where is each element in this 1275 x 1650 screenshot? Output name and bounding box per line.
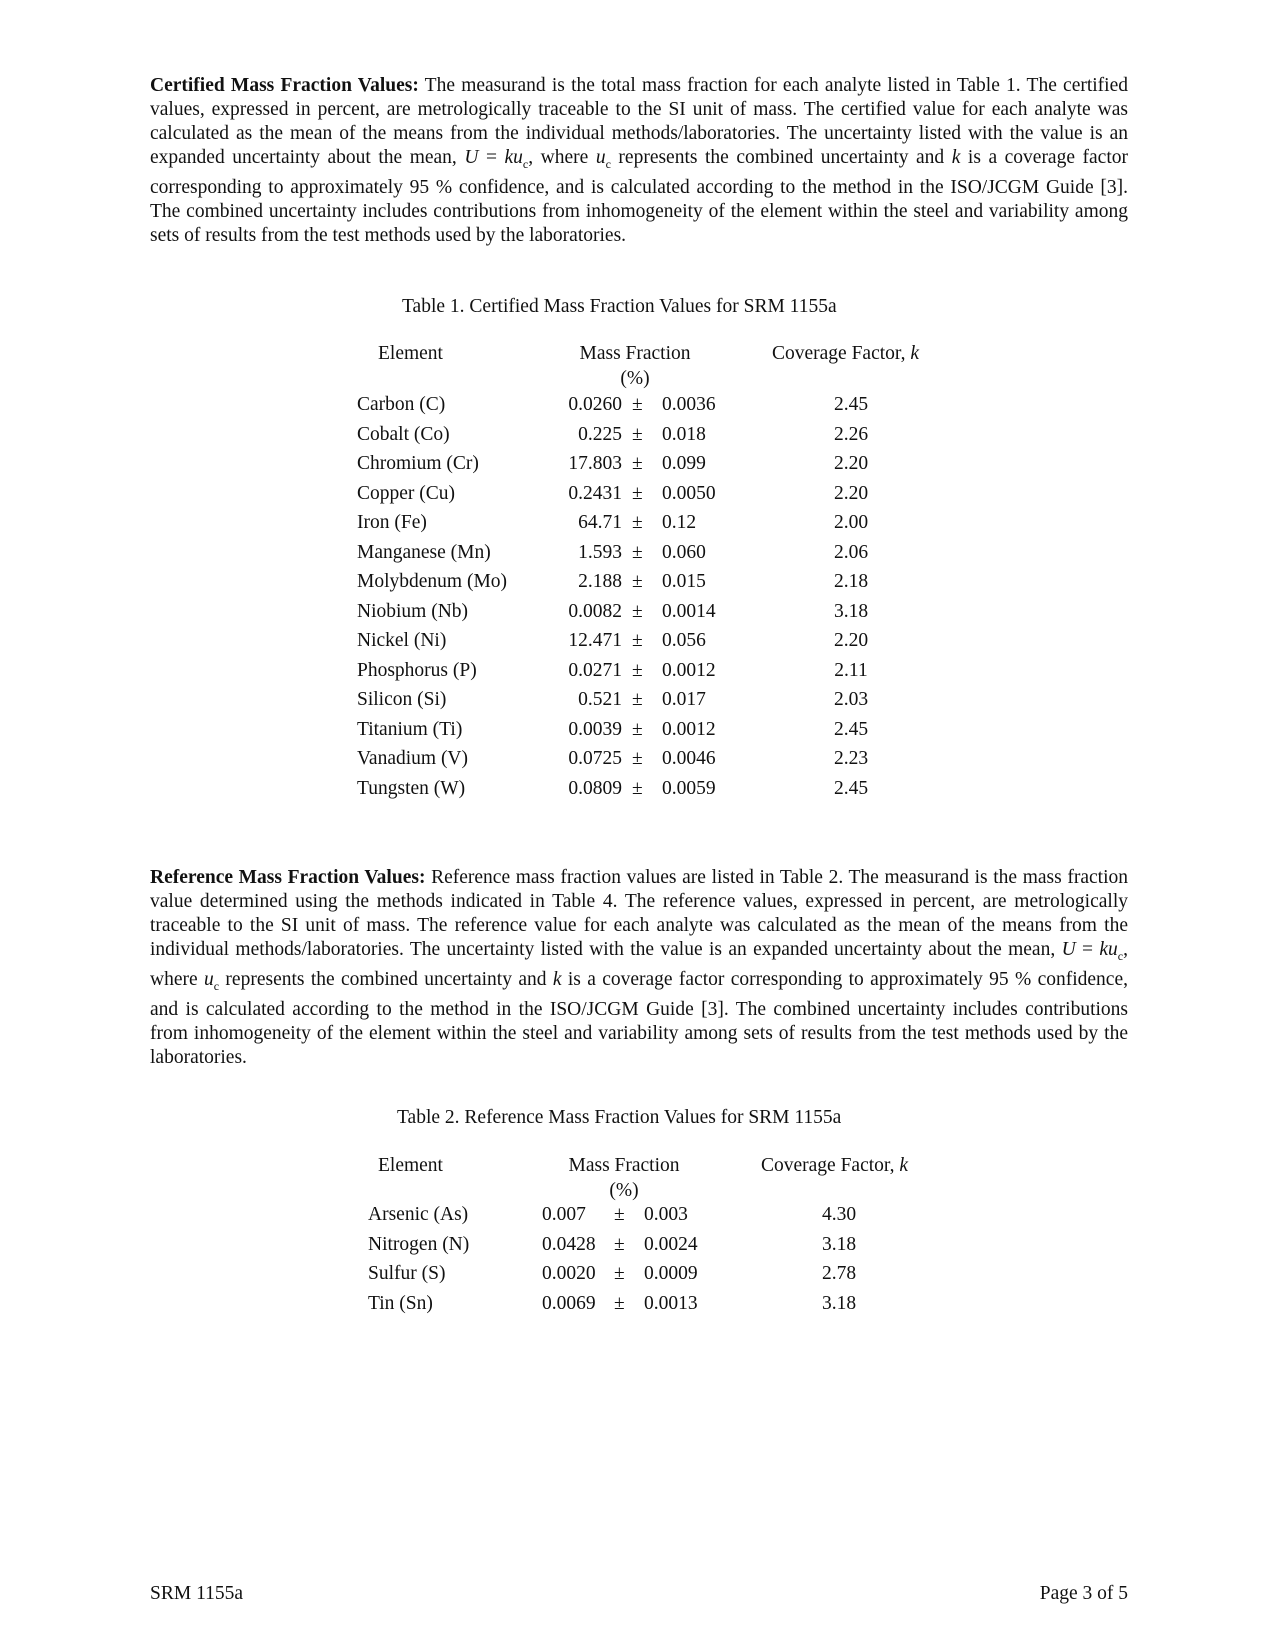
- table-row: [0, 715, 1275, 745]
- element-cell: Iron (Fe): [357, 512, 427, 533]
- uncertainty-cell: 0.018: [662, 423, 706, 445]
- value-cell: 0.0082: [568, 600, 622, 622]
- reference-values-paragraph: Reference Mass Fraction Values: Reference mass fraction values are listed in Table 2. The measurand is the mass fraction value determined using the methods indicated in Table 4. The reference values, expressed in percent, are metrologically traceable to the SI unit of mass. The reference value for each analyte was calculated as the mean of the means from the individual methods/laboratories. The uncertainty listed with the value is an expanded uncertainty about the mean, $U = ku_c$, where $u_c$ represents the combined uncertainty and k is a coverage factor corresponding to approximately 95 % confidence, and is calculated according to the method in the ISO/JCGM Guide [3]. The combined uncertainty includes contributions from inhomogeneity of the element within the steel and variability among sets of results from the test methods used by the laboratories.: [150, 867, 1128, 1068]
- table-row: [0, 1230, 1275, 1260]
- value-cell: 12.471: [568, 630, 622, 651]
- plus-minus-cell: ±: [632, 571, 643, 592]
- table2-header-mass-fraction: Mass Fraction (%): [568, 1155, 680, 1201]
- table-row: [0, 626, 1275, 656]
- certified-values-paragraph: Certified Mass Fraction Values: The measurand is the total mass fraction for each analyte listed in Table 1. The certified values, expressed in percent, are metrologically traceable to the SI unit of mass. The certified value for each analyte was calculated as the mean of the means from the individual methods/laboratories. The uncertainty listed with the value is an expanded uncertainty about the mean, $U = ku_c$, where $u_c$ represents the combined uncertainty and k is a coverage factor corresponding to approximately 95 % confidence, and is calculated according to the method in the ISO/JCGM Guide [3]. The combined uncertainty includes contributions from inhomogeneity of the element within the steel and variability among sets of results from the test methods used by the laboratories.: [150, 75, 1129, 246]
- value-cell: 2.188: [578, 571, 622, 592]
- value-cell: 0.0428: [542, 1233, 596, 1255]
- table-row: [0, 479, 1275, 509]
- plus-minus-cell: ±: [632, 453, 643, 474]
- uncertainty-cell: 0.015: [662, 571, 706, 592]
- element-cell: Copper (Cu): [357, 482, 456, 504]
- element-cell: Silicon (Si): [357, 689, 447, 710]
- plus-minus-cell: ±: [632, 512, 643, 533]
- plus-minus-cell: ±: [632, 541, 643, 563]
- coverage-factor-cell: 2.11: [834, 659, 868, 681]
- uncertainty-cell: 0.003: [644, 1204, 688, 1225]
- element-cell: Vanadium (V): [357, 748, 469, 769]
- reference-values-heading: Reference Mass Fraction Values:: [150, 867, 426, 888]
- element-cell: Tungsten (W): [357, 777, 466, 799]
- coverage-factor-cell: 2.06: [833, 541, 869, 563]
- element-cell: Cobalt (Co): [357, 423, 450, 445]
- plus-minus-cell: ±: [632, 394, 643, 415]
- uncertainty-cell: 0.0050: [662, 482, 716, 504]
- footer-document-id: SRM 1155a: [150, 1583, 243, 1604]
- coverage-factor-cell: 2.20: [833, 630, 869, 651]
- table2-header-coverage-factor: Coverage Factor, k: [761, 1155, 909, 1176]
- table-row: [0, 656, 1275, 686]
- uncertainty-cell: 0.0013: [644, 1292, 698, 1314]
- coverage-factor-cell: 3.18: [833, 600, 869, 622]
- table-row: [0, 538, 1275, 568]
- value-cell: 1.593: [578, 541, 622, 563]
- element-cell: Molybdenum (Mo): [357, 571, 508, 592]
- plus-minus-cell: ±: [632, 482, 643, 504]
- element-cell: Nitrogen (N): [368, 1233, 470, 1255]
- element-cell: Niobium (Nb): [357, 600, 469, 622]
- value-cell: 0.0260: [568, 394, 622, 415]
- element-cell: Nickel (Ni): [357, 630, 447, 651]
- coverage-factor-cell: 3.18: [821, 1233, 857, 1255]
- plus-minus-cell: ±: [632, 689, 643, 710]
- coverage-factor-cell: 2.45: [833, 394, 869, 415]
- plus-minus-cell: ±: [632, 423, 643, 445]
- value-cell: 0.521: [578, 689, 622, 710]
- coverage-factor-cell: 2.03: [833, 689, 869, 710]
- plus-minus-cell: ±: [614, 1263, 625, 1284]
- coverage-factor-cell: 2.45: [833, 718, 869, 740]
- table-row: [0, 774, 1275, 804]
- element-cell: Chromium (Cr): [357, 453, 479, 474]
- uncertainty-cell: 0.12: [662, 512, 697, 533]
- uncertainty-cell: 0.060: [662, 541, 706, 563]
- coverage-factor-cell: 2.18: [833, 571, 869, 592]
- uncertainty-cell: 0.0009: [644, 1263, 698, 1284]
- element-cell: Sulfur (S): [368, 1263, 446, 1284]
- plus-minus-cell: ±: [614, 1204, 625, 1225]
- table-row: [0, 508, 1275, 538]
- plus-minus-cell: ±: [632, 748, 643, 769]
- table-row: [0, 567, 1275, 597]
- table-row: [0, 597, 1275, 627]
- table-row: [0, 744, 1275, 774]
- coverage-factor-cell: 2.20: [833, 453, 869, 474]
- value-cell: 0.0725: [568, 748, 622, 769]
- uncertainty-cell: 0.099: [662, 453, 706, 474]
- table1-header-coverage-factor: Coverage Factor, k: [772, 343, 920, 364]
- table1-header-element: Element: [378, 343, 443, 364]
- plus-minus-cell: ±: [632, 659, 643, 681]
- table1-header-mass-fraction: Mass Fraction (%): [579, 343, 691, 389]
- uncertainty-cell: 0.0059: [662, 777, 716, 799]
- table-row: [0, 449, 1275, 479]
- plus-minus-cell: ±: [632, 630, 643, 651]
- plus-minus-cell: ±: [632, 600, 643, 622]
- plus-minus-cell: ±: [632, 718, 643, 740]
- coverage-factor-cell: 2.20: [833, 482, 869, 504]
- element-cell: Carbon (C): [357, 394, 446, 415]
- plus-minus-cell: ±: [614, 1292, 625, 1314]
- value-cell: 0.225: [578, 423, 622, 445]
- value-cell: 0.0020: [542, 1263, 596, 1284]
- uncertainty-cell: 0.0036: [662, 394, 716, 415]
- element-cell: Phosphorus (P): [357, 659, 477, 681]
- uncertainty-cell: 0.0012: [662, 718, 716, 740]
- plus-minus-cell: ±: [614, 1233, 625, 1255]
- element-cell: Titanium (Ti): [357, 718, 463, 740]
- table-row: [0, 420, 1275, 450]
- element-cell: Arsenic (As): [368, 1204, 469, 1225]
- table-row: [0, 1289, 1275, 1319]
- value-cell: 0.007: [542, 1204, 586, 1225]
- uncertainty-cell: 0.0046: [662, 748, 716, 769]
- table-row: [0, 1200, 1275, 1230]
- coverage-factor-cell: 2.45: [833, 777, 869, 799]
- element-cell: Tin (Sn): [368, 1292, 433, 1314]
- footer-page-number: Page 3 of 5: [1039, 1583, 1128, 1604]
- table-row: [0, 390, 1275, 420]
- value-cell: 0.0069: [542, 1292, 596, 1314]
- uncertainty-cell: 0.017: [662, 689, 706, 710]
- value-cell: 0.0809: [568, 777, 622, 799]
- table2-caption: Table 2. Reference Mass Fraction Values for SRM 1155a: [397, 1107, 842, 1128]
- coverage-factor-cell: 2.78: [821, 1263, 857, 1284]
- coverage-factor-cell: 3.18: [821, 1292, 857, 1314]
- value-cell: 0.0271: [568, 659, 622, 681]
- uncertainty-cell: 0.0014: [662, 600, 716, 622]
- coverage-factor-cell: 2.23: [833, 748, 869, 769]
- element-cell: Manganese (Mn): [357, 541, 491, 563]
- value-cell: 0.2431: [568, 482, 622, 504]
- coverage-factor-cell: 4.30: [821, 1204, 857, 1225]
- coverage-factor-cell: 2.26: [833, 423, 869, 445]
- uncertainty-cell: 0.0012: [662, 659, 716, 681]
- certified-values-heading: Certified Mass Fraction Values:: [150, 75, 419, 96]
- table1-caption: Table 1. Certified Mass Fraction Values for SRM 1155a: [402, 296, 837, 317]
- uncertainty-cell: 0.0024: [644, 1233, 698, 1255]
- table-row: [0, 1259, 1275, 1289]
- value-cell: 0.0039: [568, 718, 622, 740]
- uncertainty-cell: 0.056: [662, 630, 706, 651]
- table2-header-element: Element: [378, 1155, 443, 1176]
- coverage-factor-cell: 2.00: [833, 512, 869, 533]
- value-cell: 17.803: [568, 453, 622, 474]
- plus-minus-cell: ±: [632, 777, 643, 799]
- table-row: [0, 685, 1275, 715]
- value-cell: 64.71: [578, 512, 622, 533]
